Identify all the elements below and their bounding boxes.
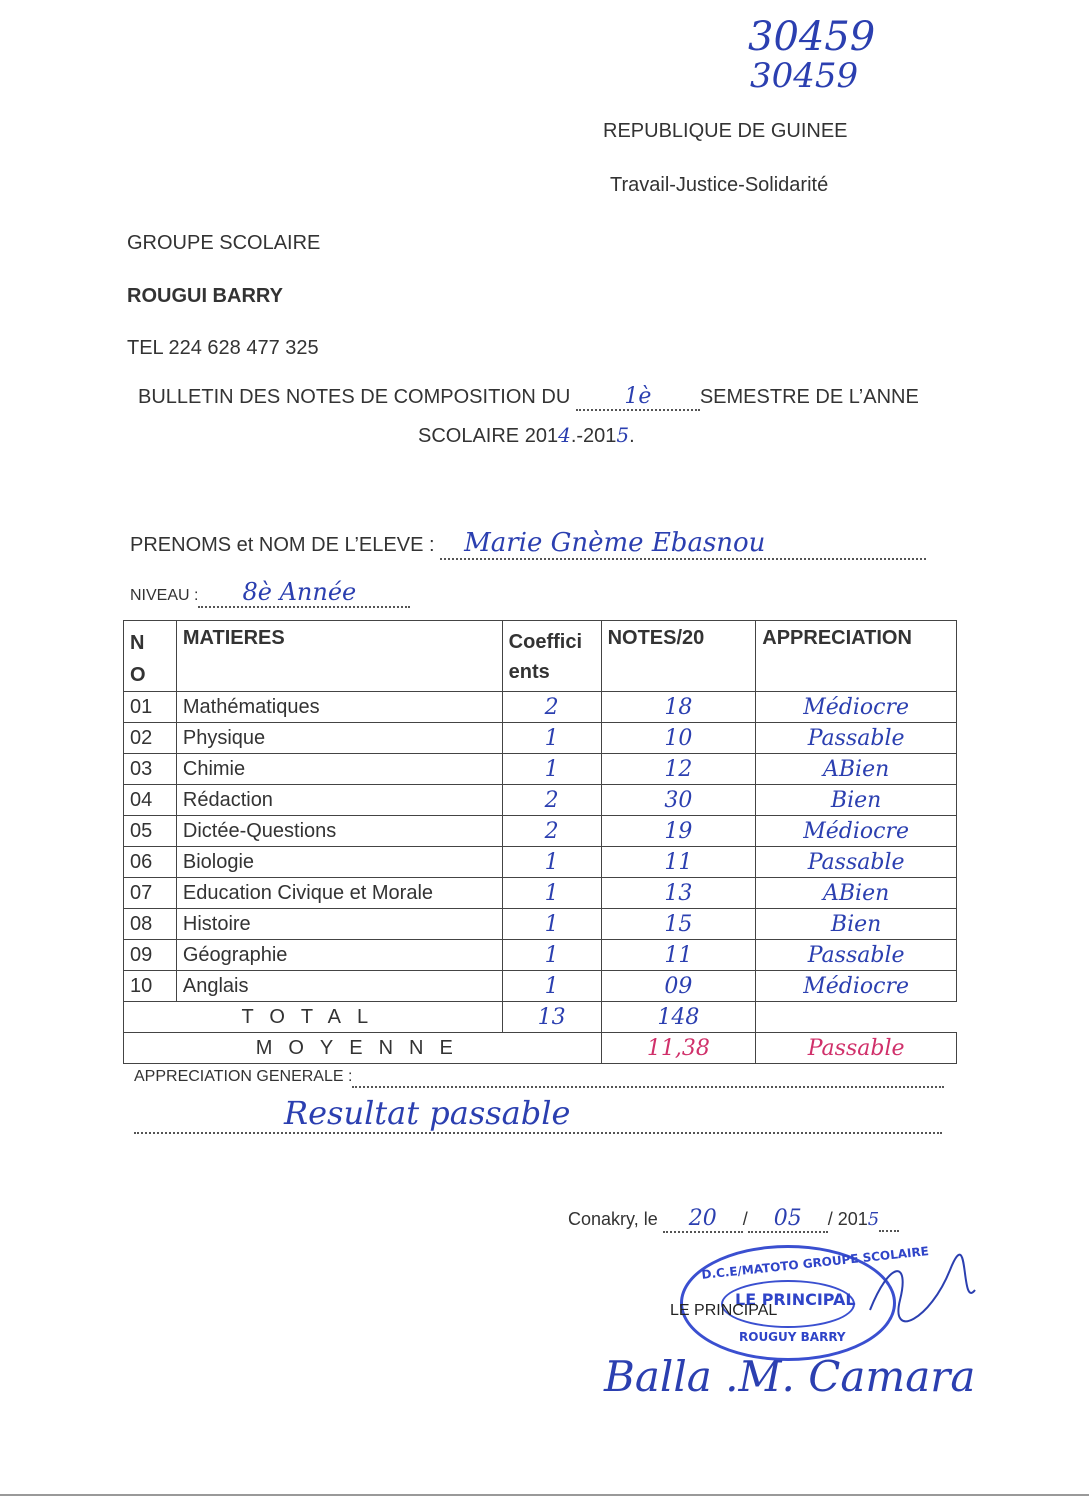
row-subject: Mathématiques bbox=[176, 692, 502, 723]
signature-stroke bbox=[870, 1255, 975, 1322]
row-appreciation: Bien bbox=[756, 909, 957, 940]
row-appreciation: ABien bbox=[756, 754, 957, 785]
row-coef: 1 bbox=[502, 940, 601, 971]
row-coef: 1 bbox=[502, 754, 601, 785]
table-row bbox=[124, 816, 957, 847]
header-coef: Coeffici ents bbox=[502, 621, 601, 692]
row-no: 06 bbox=[124, 847, 177, 878]
row-coef: 1 bbox=[502, 847, 601, 878]
date-year-prefix: / 201 bbox=[827, 1209, 868, 1229]
row-coef: 2 bbox=[502, 692, 601, 723]
row-subject: Physique bbox=[176, 723, 502, 754]
bulletin-title-part1: BULLETIN DES NOTES DE COMPOSITION DU bbox=[138, 386, 576, 408]
bulletin-title-line2 bbox=[418, 423, 635, 448]
date-day-field bbox=[663, 1206, 743, 1233]
row-note: 19 bbox=[601, 816, 756, 847]
row-appreciation: Passable bbox=[756, 940, 957, 971]
row-note: 11 bbox=[601, 940, 756, 971]
header-no: N O bbox=[124, 621, 177, 692]
row-note: 12 bbox=[601, 754, 756, 785]
country-name: REPUBLIQUE DE GUINEE bbox=[603, 120, 848, 142]
header-appreciation: APPRECIATION bbox=[756, 621, 957, 692]
row-note: 30 bbox=[601, 785, 756, 816]
bulletin-title-line1 bbox=[138, 384, 919, 411]
general-appreciation-line2 bbox=[134, 1094, 942, 1134]
school-year-suffix: . bbox=[629, 425, 635, 447]
grades-table bbox=[123, 620, 957, 1064]
average-value: 11,38 bbox=[601, 1033, 756, 1064]
reference-number-1: 30459 bbox=[748, 14, 876, 60]
header-notes: NOTES/20 bbox=[601, 621, 756, 692]
row-no: 02 bbox=[124, 723, 177, 754]
table-row bbox=[124, 909, 957, 940]
signer-name: Balla .M. Camara bbox=[604, 1352, 976, 1401]
row-appreciation: Bien bbox=[756, 785, 957, 816]
semester-value: 1è bbox=[624, 384, 652, 409]
date-day: 20 bbox=[688, 1206, 717, 1231]
place-label: Conakry, le bbox=[568, 1209, 663, 1229]
row-coef: 1 bbox=[502, 909, 601, 940]
school-label: GROUPE SCOLAIRE bbox=[127, 232, 321, 254]
average-row bbox=[124, 1033, 957, 1064]
general-appreciation-line1 bbox=[352, 1068, 944, 1088]
row-subject: Biologie bbox=[176, 847, 502, 878]
header-subjects: MATIERES bbox=[176, 621, 502, 692]
reference-number-2: 30459 bbox=[750, 56, 859, 96]
table-row bbox=[124, 785, 957, 816]
row-coef: 1 bbox=[502, 878, 601, 909]
average-label: MOYENNE bbox=[124, 1033, 602, 1064]
general-appreciation-value: Resultat passable bbox=[284, 1094, 571, 1132]
row-appreciation: Passable bbox=[756, 723, 957, 754]
student-name-value: Marie Gnème Ebasnou bbox=[464, 528, 766, 558]
general-appreciation-label: APPRECIATION GENERALE : bbox=[134, 1068, 353, 1085]
date-row bbox=[568, 1206, 899, 1233]
signature-scribble bbox=[860, 1250, 980, 1330]
stamp-top-text: D.C.E/MATOTO GROUPE SCOLAIRE bbox=[700, 1244, 930, 1282]
date-year-dots bbox=[879, 1209, 899, 1232]
row-no: 04 bbox=[124, 785, 177, 816]
table-row bbox=[124, 692, 957, 723]
row-subject: Géographie bbox=[176, 940, 502, 971]
date-month: 05 bbox=[773, 1206, 802, 1231]
row-appreciation: Passable bbox=[756, 847, 957, 878]
row-subject: Dictée-Questions bbox=[176, 816, 502, 847]
row-note: 09 bbox=[601, 971, 756, 1002]
row-note: 11 bbox=[601, 847, 756, 878]
row-subject: Anglais bbox=[176, 971, 502, 1002]
date-year-digit: 5 bbox=[867, 1209, 880, 1230]
stamp-bottom-text: ROUGUY BARRY bbox=[739, 1330, 846, 1344]
student-name-label: PRENOMS et NOM DE L’ELEVE : bbox=[130, 534, 441, 556]
general-appreciation-row bbox=[134, 1068, 944, 1088]
school-phone: TEL 224 628 477 325 bbox=[127, 337, 319, 359]
table-row bbox=[124, 847, 957, 878]
row-subject: Histoire bbox=[176, 909, 502, 940]
student-level-value: 8è Année bbox=[242, 578, 357, 606]
student-level-label: NIVEAU : bbox=[130, 587, 199, 604]
school-year-mid: .-201 bbox=[570, 425, 617, 447]
total-coef: 13 bbox=[502, 1002, 601, 1033]
school-year-start-digit: 4 bbox=[558, 423, 571, 447]
row-note: 13 bbox=[601, 878, 756, 909]
table-row bbox=[124, 971, 957, 1002]
table-row bbox=[124, 723, 957, 754]
row-coef: 1 bbox=[502, 723, 601, 754]
total-notes: 148 bbox=[601, 1002, 756, 1033]
principal-label: LE PRINCIPAL bbox=[670, 1302, 778, 1319]
table-row bbox=[124, 878, 957, 909]
row-appreciation: Médiocre bbox=[756, 692, 957, 723]
row-no: 09 bbox=[124, 940, 177, 971]
stamp-middle-text: LE PRINCIPAL bbox=[735, 1290, 856, 1309]
total-empty-cell bbox=[756, 1002, 957, 1033]
row-appreciation: Médiocre bbox=[756, 971, 957, 1002]
semester-field bbox=[576, 384, 700, 411]
school-year-prefix: SCOLAIRE 201 bbox=[418, 425, 559, 447]
page-bottom-edge bbox=[0, 1494, 1089, 1496]
school-year-end-digit: 5 bbox=[616, 423, 630, 447]
table-header-row bbox=[124, 621, 957, 692]
average-appreciation: Passable bbox=[756, 1033, 957, 1064]
row-no: 08 bbox=[124, 909, 177, 940]
row-no: 05 bbox=[124, 816, 177, 847]
table-row bbox=[124, 754, 957, 785]
student-level-field bbox=[198, 578, 410, 608]
total-label: TOTAL bbox=[124, 1002, 503, 1033]
row-note: 10 bbox=[601, 723, 756, 754]
student-name-row bbox=[130, 528, 926, 560]
row-coef: 2 bbox=[502, 816, 601, 847]
table-row bbox=[124, 940, 957, 971]
country-motto: Travail-Justice-Solidarité bbox=[610, 174, 829, 196]
row-note: 15 bbox=[601, 909, 756, 940]
row-coef: 1 bbox=[502, 971, 601, 1002]
date-month-field bbox=[748, 1206, 828, 1233]
row-subject: Chimie bbox=[176, 754, 502, 785]
student-name-field bbox=[440, 528, 926, 560]
student-level-row bbox=[130, 578, 410, 608]
row-subject: Education Civique et Morale bbox=[176, 878, 502, 909]
date-separator: / bbox=[742, 1209, 748, 1229]
row-no: 10 bbox=[124, 971, 177, 1002]
row-no: 07 bbox=[124, 878, 177, 909]
row-appreciation: Médiocre bbox=[756, 816, 957, 847]
row-note: 18 bbox=[601, 692, 756, 723]
school-name: ROUGUI BARRY bbox=[127, 285, 283, 307]
row-appreciation: ABien bbox=[756, 878, 957, 909]
total-row bbox=[124, 1002, 957, 1033]
row-subject: Rédaction bbox=[176, 785, 502, 816]
row-no: 01 bbox=[124, 692, 177, 723]
bulletin-title-part2: SEMESTRE DE L’ANNE bbox=[699, 386, 919, 408]
row-no: 03 bbox=[124, 754, 177, 785]
row-coef: 2 bbox=[502, 785, 601, 816]
